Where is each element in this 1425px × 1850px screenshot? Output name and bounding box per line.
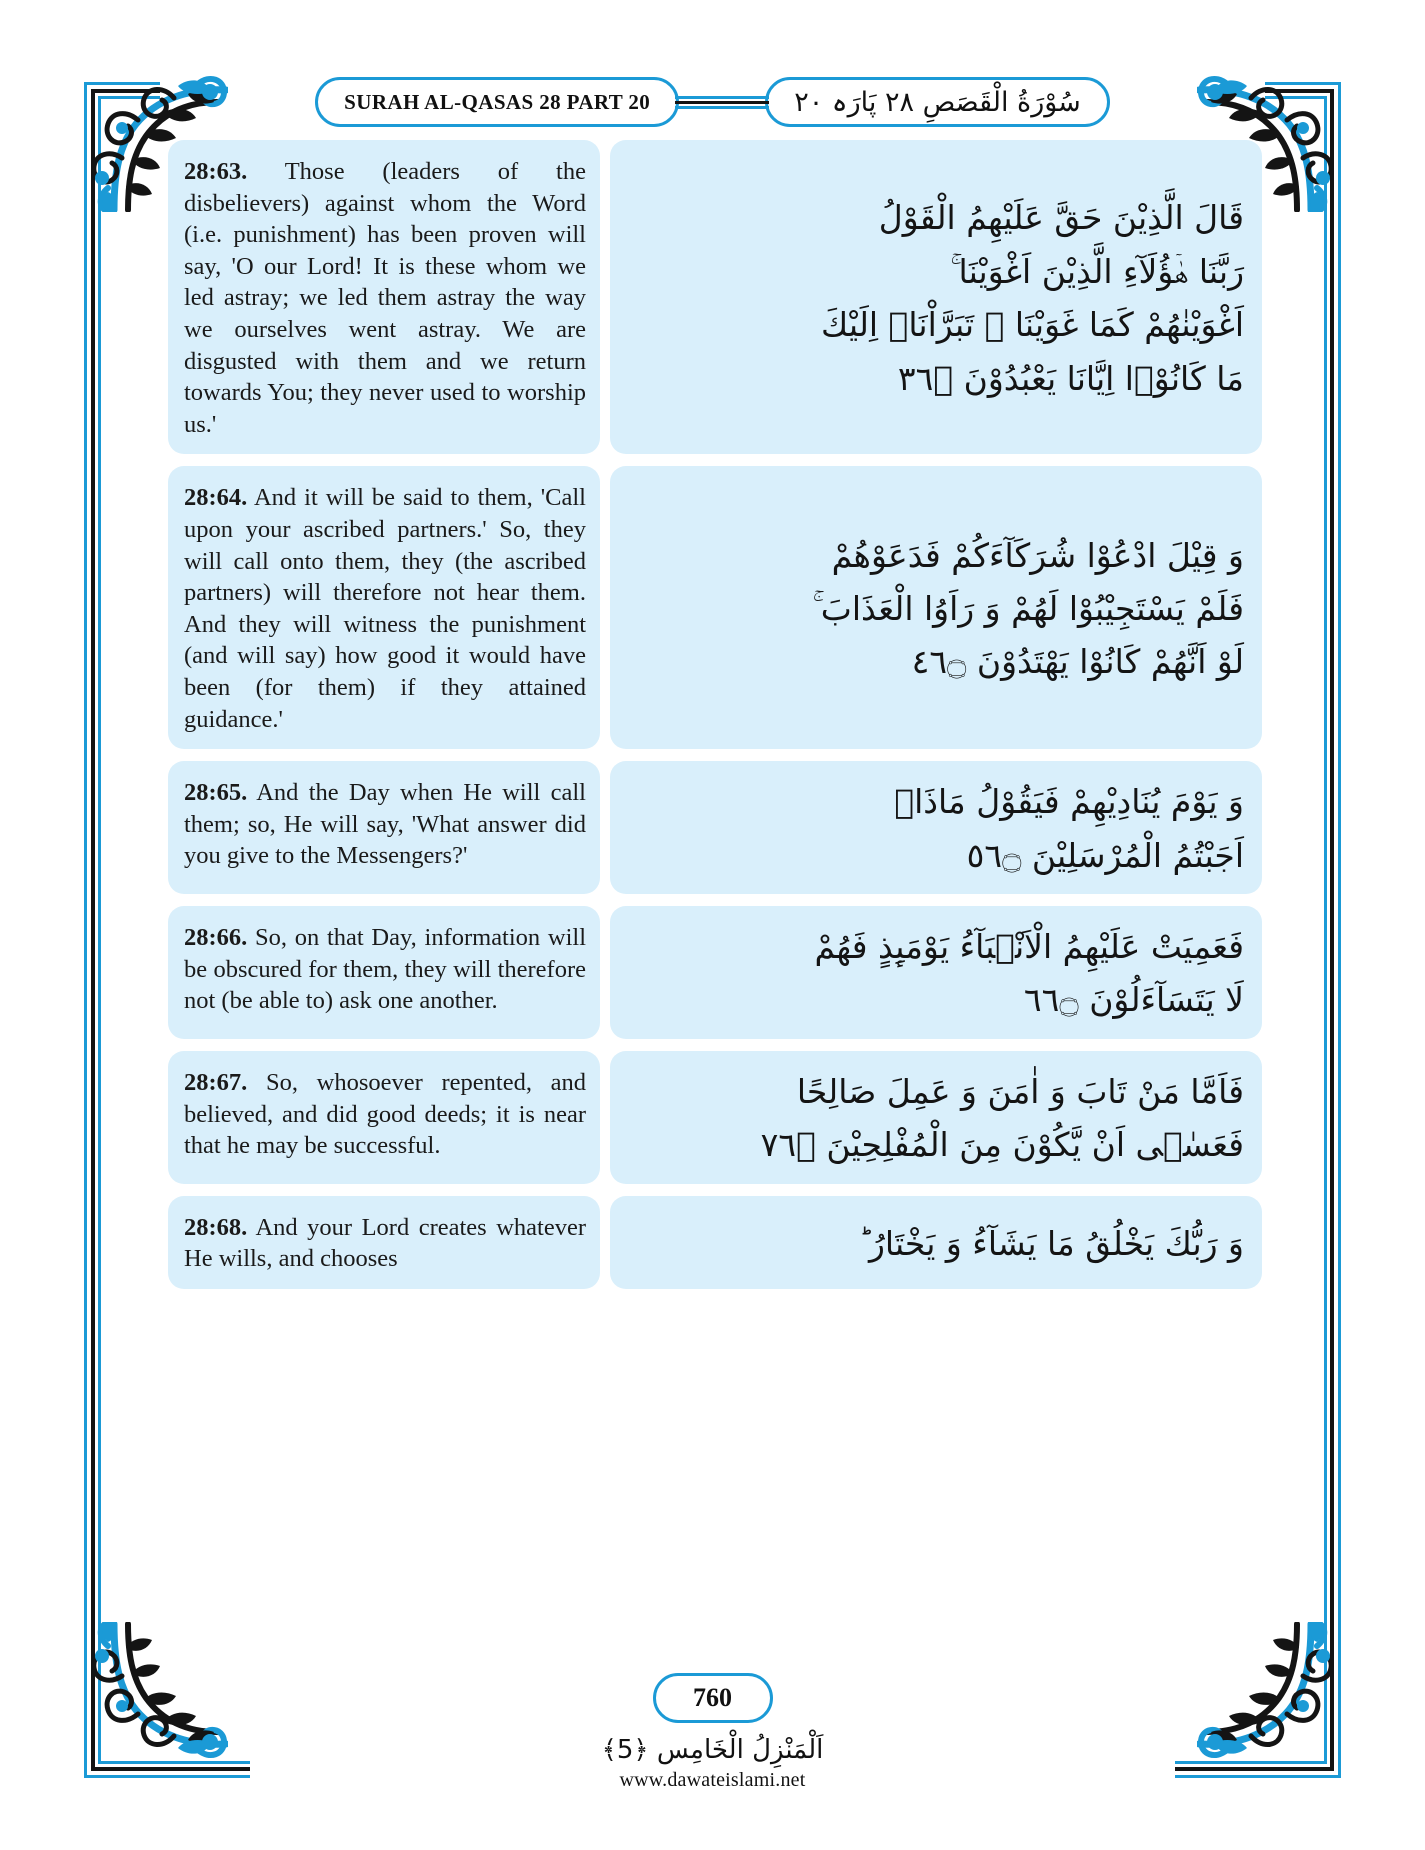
page-header <box>0 76 1425 128</box>
verse-arabic-panel <box>610 1196 1262 1289</box>
verse-row <box>168 1196 1262 1289</box>
verse-row <box>168 906 1262 1039</box>
header-title-english: SURAH AL-QASAS 28 PART 20 <box>344 89 651 114</box>
verse-translation-body: Those (leaders of the disbelievers) against whom the Word (i.e. punishment) has been proven will say, 'O our Lord! It is these whom we led astray; we led them astray the way we ourselves went astray. We are disgusted with them and we return towards You; they never used to worship us.' <box>184 158 586 438</box>
verse-row <box>168 761 1262 894</box>
header-title-arabic: سُوْرَةُ الْقَصَصِ ٢٨ پَارَہ ٢٠ <box>794 86 1081 118</box>
verse-arabic-panel <box>610 466 1262 749</box>
verse-translation-panel <box>168 140 600 454</box>
verse-number-label: 28:68. <box>184 1213 248 1241</box>
verse-arabic-line: فَعَسٰۤى اَنْ يَّكُوْنَ مِنَ الْمُفْلِحِيْنَ ۝٦٧ <box>760 1125 1244 1165</box>
verse-arabic-line: اَغْوَيْنٰهُمْ كَمَا غَوَيْنَا ۚ تَبَرَّاْنَاۤ اِلَيْكَ <box>821 305 1244 345</box>
website-url[interactable]: www.dawateislami.net <box>619 1769 806 1791</box>
verse-row <box>168 140 1262 454</box>
verse-number-label: 28:64. <box>184 484 248 512</box>
verse-arabic-line: وَ يَوْمَ يُنَادِيْهِمْ فَيَقُوْلُ مَاذَاۤ <box>894 782 1244 822</box>
manzil-label-arabic: اَلْمَنْزِلُ الْخَامِس ﴿5﴾ <box>601 1735 824 1765</box>
verse-translation-panel <box>168 1196 600 1289</box>
header-surah-capsule-english <box>315 77 679 127</box>
verse-translation-body: So, whosoever repented, and believed, and did good deeds; it is near that he may be successful. <box>184 1068 586 1160</box>
verse-arabic-line: اَجَبْتُمُ الْمُرْسَلِيْنَ ۝٦٥ <box>966 835 1244 875</box>
header-surah-capsule-arabic <box>765 77 1110 127</box>
verse-translation-body: And your Lord creates whatever He wills, and chooses <box>184 1213 586 1273</box>
verse-row <box>168 1051 1262 1184</box>
header-connector-rule <box>679 96 765 109</box>
verse-arabic-panel <box>610 906 1262 1039</box>
verse-translation-panel <box>168 906 600 1039</box>
verse-arabic-line: فَلَمْ يَسْتَجِيْبُوْا لَهُمْ وَ رَاَوُا الْعَذَابَ ۚ <box>812 588 1244 628</box>
verse-translation-panel <box>168 466 600 749</box>
verse-translation-text <box>184 1067 586 1162</box>
verse-number-label: 28:63. <box>184 158 248 185</box>
verse-arabic-line: وَ رَبُّكَ يَخْلُقُ مَا يَشَآءُ وَ يَخْتَارُ ؕ <box>858 1223 1244 1263</box>
verse-number-label: 28:65. <box>184 779 248 807</box>
verse-arabic-line: مَا كَانُوْۤا اِيَّانَا يَعْبُدُوْنَ ۝٦٣ <box>897 358 1244 398</box>
verse-arabic-panel <box>610 140 1262 454</box>
verse-arabic-panel <box>610 761 1262 894</box>
verse-translation-panel <box>168 1051 600 1184</box>
verse-list <box>168 140 1262 1301</box>
verse-number-label: 28:67. <box>184 1068 248 1096</box>
verse-translation-body: And it will be said to them, 'Call upon your ascribed partners.' So, they will call onto them, they (the ascribed partners) will therefore not hear them. And they will witness the punishment (and will say) how good it would have been (for them) if they attained guidance.' <box>184 484 586 733</box>
verse-arabic-line: فَعَمِيَتْ عَلَيْهِمُ الْاَنْۢبَآءُ يَوْمَىِٕذٍ فَهُمْ <box>814 927 1244 966</box>
page-number: 760 <box>693 1683 732 1712</box>
verse-arabic-panel <box>610 1051 1262 1184</box>
verse-arabic-line: قَالَ الَّذِيْنَ حَقَّ عَلَيْهِمُ الْقَوْلُ <box>878 198 1244 238</box>
verse-translation-panel <box>168 761 600 894</box>
verse-number-label: 28:66. <box>184 924 248 951</box>
verse-row <box>168 466 1262 749</box>
verse-translation-body: And the Day when He will call them; so, He will say, 'What answer did you give to the Messengers?' <box>184 779 586 870</box>
verse-arabic-line: رَبَّنَا هٰۤؤُلَآءِ الَّذِيْنَ اَغْوَيْنَا ۚ <box>950 251 1244 291</box>
verse-translation-text <box>184 156 586 440</box>
verse-arabic-line: لَوْ اَنَّهُمْ كَانُوْا يَهْتَدُوْنَ ۝٦٤ <box>911 642 1244 682</box>
verse-translation-text <box>184 1212 586 1275</box>
page-number-capsule <box>653 1673 773 1723</box>
verse-translation-text <box>184 922 586 1017</box>
page-footer <box>0 1673 1425 1792</box>
verse-arabic-line: وَ قِيْلَ ادْعُوْا شُرَكَآءَكُمْ فَدَعَوْهُمْ <box>831 535 1244 575</box>
verse-arabic-line: لَا يَتَسَآءَلُوْنَ ۝٦٦ <box>1023 980 1244 1020</box>
verse-translation-text <box>184 777 586 872</box>
verse-translation-body: So, on that Day, information will be obscured for them, they will therefore not (be able to) ask one another. <box>184 924 587 1015</box>
verse-translation-text <box>184 482 586 735</box>
verse-arabic-line: فَاَمَّا مَنْ تَابَ وَ اٰمَنَ وَ عَمِلَ صَالِحًا <box>796 1071 1244 1111</box>
